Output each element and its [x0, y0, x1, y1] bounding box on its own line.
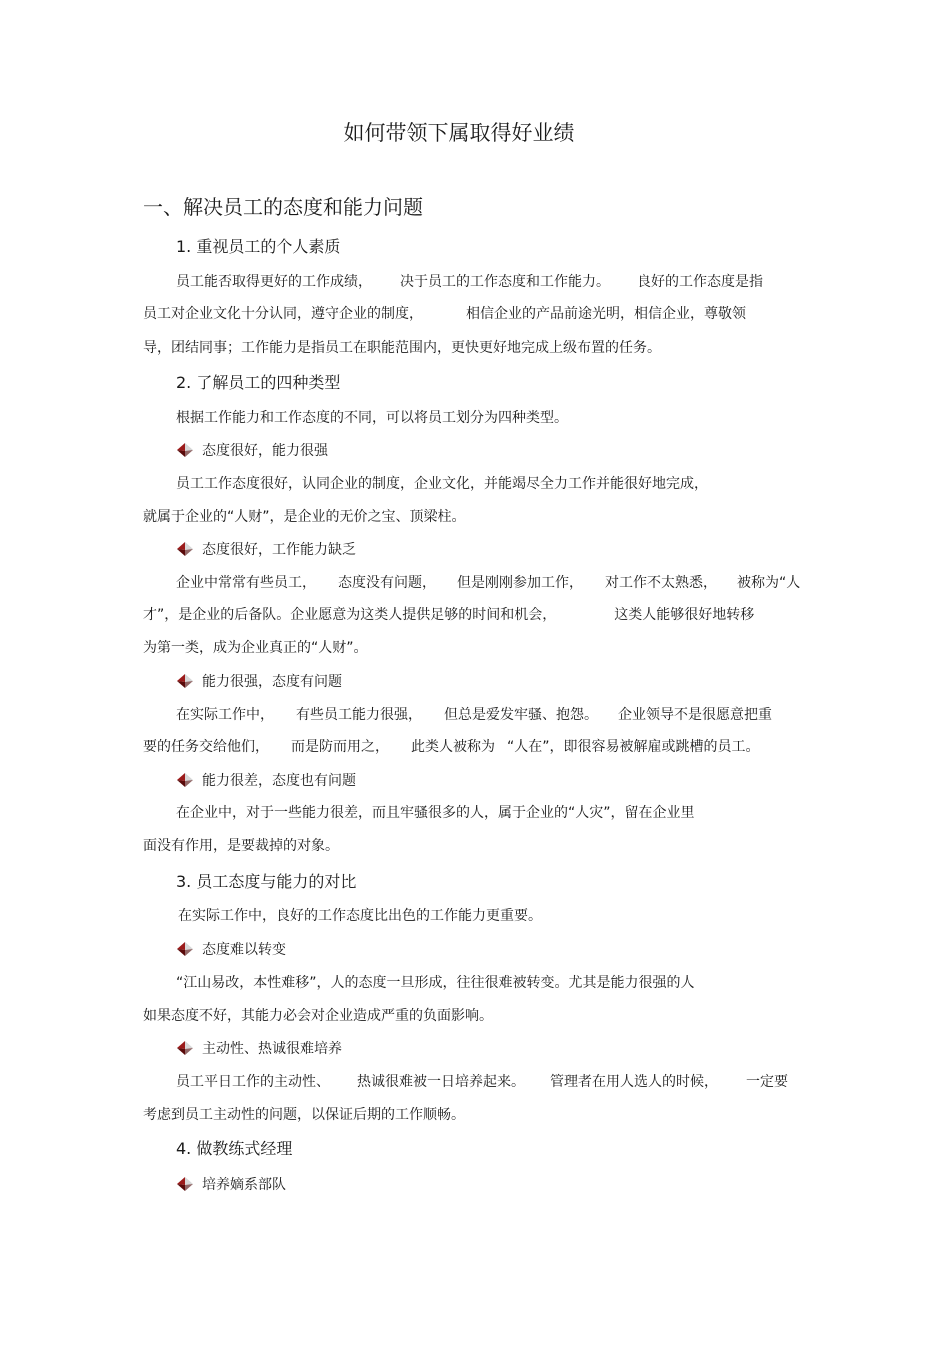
diamond-bullet-icon [176, 443, 194, 457]
bullet-item: 态度很好，能力很强 [176, 443, 328, 458]
paragraph-line: 在企业中，对于一些能力很差，而且牢骚很多的人，属于企业的“人灾”，留在企业里 [176, 805, 695, 821]
subsection-heading-4: 4. 做教练式经理 [176, 1139, 293, 1158]
section-heading-1: 一、解决员工的态度和能力问题 [143, 195, 423, 219]
diamond-bullet-icon [176, 942, 194, 956]
paragraph-line: 就属于企业的“人财”，是企业的无价之宝、顶梁柱。 [143, 509, 466, 525]
paragraph-line: 导，团结同事；工作能力是指员工在职能范围内，更快更好地完成上级布置的任务。 [143, 340, 661, 356]
paragraph-line: 员工能否取得更好的工作成绩， 决于员工的工作态度和工作能力。 良好的工作态度是指 [176, 274, 763, 290]
paragraph-line: 员工平日工作的主动性、 热诚很难被一日培养起来。 管理者在用人选人的时候， 一定要 [176, 1074, 788, 1090]
diamond-bullet-icon [176, 773, 194, 787]
diamond-bullet-icon [176, 674, 194, 688]
paragraph-line: 企业中常常有些员工， 态度没有问题， 但是刚刚参加工作， 对工作不太熟悉， 被称为“人 [176, 575, 801, 591]
paragraph-line: 在实际工作中， 有些员工能力很强， 但总是爱发牢骚、抱怨。 企业领导不是很愿意把重 [176, 707, 772, 723]
bullet-item: 态度难以转变 [176, 942, 286, 957]
paragraph-line: 员工工作态度很好，认同企业的制度，企业文化，并能竭尽全力工作并能很好地完成， [176, 476, 708, 492]
paragraph-line: 员工对企业文化十分认同，遵守企业的制度， 相信企业的产品前途光明，相信企业，尊敬领 [143, 306, 746, 322]
document-title: 如何带领下属取得好业绩 [343, 121, 575, 145]
bullet-item: 能力很差，态度也有问题 [176, 773, 356, 788]
diamond-bullet-icon [176, 1177, 194, 1191]
subsection-heading-1: 1. 重视员工的个人素质 [176, 237, 341, 256]
diamond-bullet-icon [176, 1041, 194, 1055]
paragraph-line: 在实际工作中，良好的工作态度比出色的工作能力更重要。 [178, 908, 542, 924]
paragraph-line: 考虑到员工主动性的问题，以保证后期的工作顺畅。 [143, 1107, 465, 1123]
bullet-item: 培养嫡系部队 [176, 1177, 286, 1192]
paragraph-line: 根据工作能力和工作态度的不同，可以将员工划分为四种类型。 [176, 410, 568, 426]
bullet-item: 能力很强，态度有问题 [176, 674, 342, 689]
bullet-item: 态度很好，工作能力缺乏 [176, 542, 356, 557]
paragraph-line: 要的任务交给他们， 而是防而用之， 此类人被称为 “人在”，即很容易被解雇或跳槽的员工。 [143, 739, 760, 755]
paragraph-line: 才”，是企业的后备队。企业愿意为这类人提供足够的时间和机会， 这类人能够很好地转移 [143, 607, 755, 623]
bullet-item: 主动性、热诚很难培养 [176, 1041, 342, 1056]
subsection-heading-3: 3. 员工态度与能力的对比 [176, 872, 357, 891]
paragraph-line: 面没有作用，是要裁掉的对象。 [143, 838, 339, 854]
subsection-heading-2: 2. 了解员工的四种类型 [176, 373, 341, 392]
paragraph-line: “江山易改，本性难移”，人的态度一旦形成，往往很难被转变。尤其是能力很强的人 [176, 975, 695, 991]
paragraph-line: 为第一类，成为企业真正的“人财”。 [143, 640, 368, 656]
diamond-bullet-icon [176, 542, 194, 556]
paragraph-line: 如果态度不好，其能力必会对企业造成严重的负面影响。 [143, 1008, 493, 1024]
